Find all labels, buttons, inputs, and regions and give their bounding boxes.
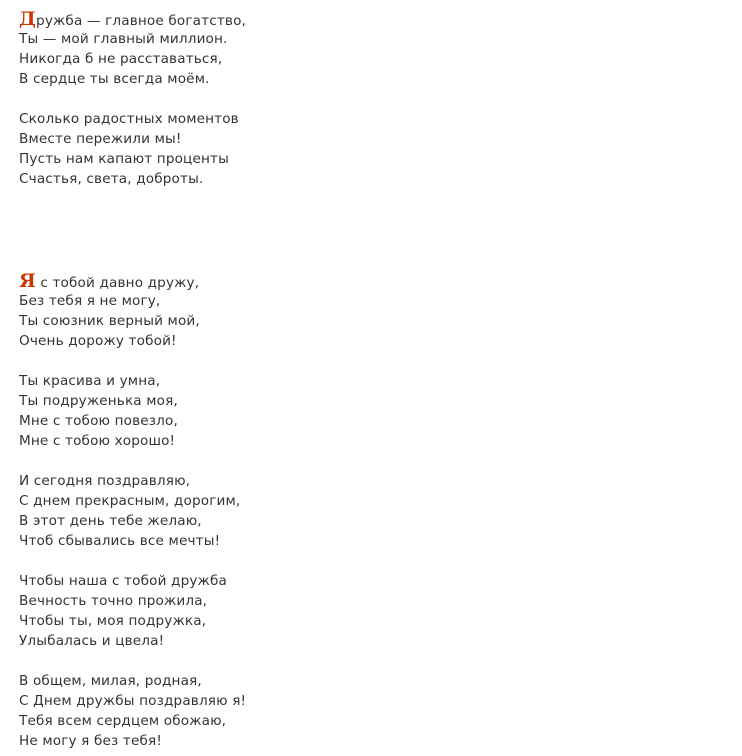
poem-line: Ты союзник верный мой, xyxy=(19,313,200,329)
poem-line: Чтобы ты, моя подружка, xyxy=(19,613,207,629)
first-line-text: с тобой давно дружу, xyxy=(35,275,200,291)
poem-line: С днем прекрасным, дорогим, xyxy=(19,493,241,509)
poem-line: Улыбалась и цвела! xyxy=(19,633,165,649)
poem-line: Мне с тобою повезло, xyxy=(19,413,178,429)
poem-friendship-wealth xyxy=(19,9,246,189)
poem-line: Вместе пережили мы! xyxy=(19,131,182,147)
poem-line: Без тебя я не могу, xyxy=(19,293,161,309)
drop-cap: Д xyxy=(19,8,37,30)
stanza xyxy=(19,671,246,751)
poem-line: Счастья, света, доброты. xyxy=(19,171,204,187)
stanza xyxy=(19,371,246,451)
poem-line: Чтоб сбывались все мечты! xyxy=(19,533,221,549)
poem-line: Сколько радостных моментов xyxy=(19,111,239,127)
stanza xyxy=(19,109,246,189)
poem-line: Вечность точно прожила, xyxy=(19,593,208,609)
poem-line: С Днем дружбы поздравляю я! xyxy=(19,693,247,709)
poem-line: В сердце ты всегда моём. xyxy=(19,71,210,87)
poem-line: Ты — мой главный миллион. xyxy=(19,31,228,47)
poem-line: Ты подруженька моя, xyxy=(19,393,178,409)
poem-line: И сегодня поздравляю, xyxy=(19,473,191,489)
poem-line: В этот день тебе желаю, xyxy=(19,513,202,529)
poem-line: В общем, милая, родная, xyxy=(19,673,202,689)
poem-line: Чтобы наша с тобой дружба xyxy=(19,573,227,589)
poem-line xyxy=(19,271,246,291)
first-line-text: ружба — главное богатство, xyxy=(36,13,247,29)
poem-line: Никогда б не расставаться, xyxy=(19,51,223,67)
stanza xyxy=(19,271,246,351)
poem-line xyxy=(19,9,246,29)
poem-line: Тебя всем сердцем обожаю, xyxy=(19,713,227,729)
stanza xyxy=(19,571,246,651)
poem-line: Не могу я без тебя! xyxy=(19,733,162,749)
poem-line: Очень дорожу тобой! xyxy=(19,333,177,349)
poem-line: Ты красива и умна, xyxy=(19,373,161,389)
drop-cap: Я xyxy=(19,270,36,292)
poem-long-friendship xyxy=(19,271,246,751)
poem-line: Мне с тобою хорошо! xyxy=(19,433,176,449)
poem-line: Пусть нам капают проценты xyxy=(19,151,229,167)
stanza xyxy=(19,471,246,551)
stanza xyxy=(19,9,246,89)
